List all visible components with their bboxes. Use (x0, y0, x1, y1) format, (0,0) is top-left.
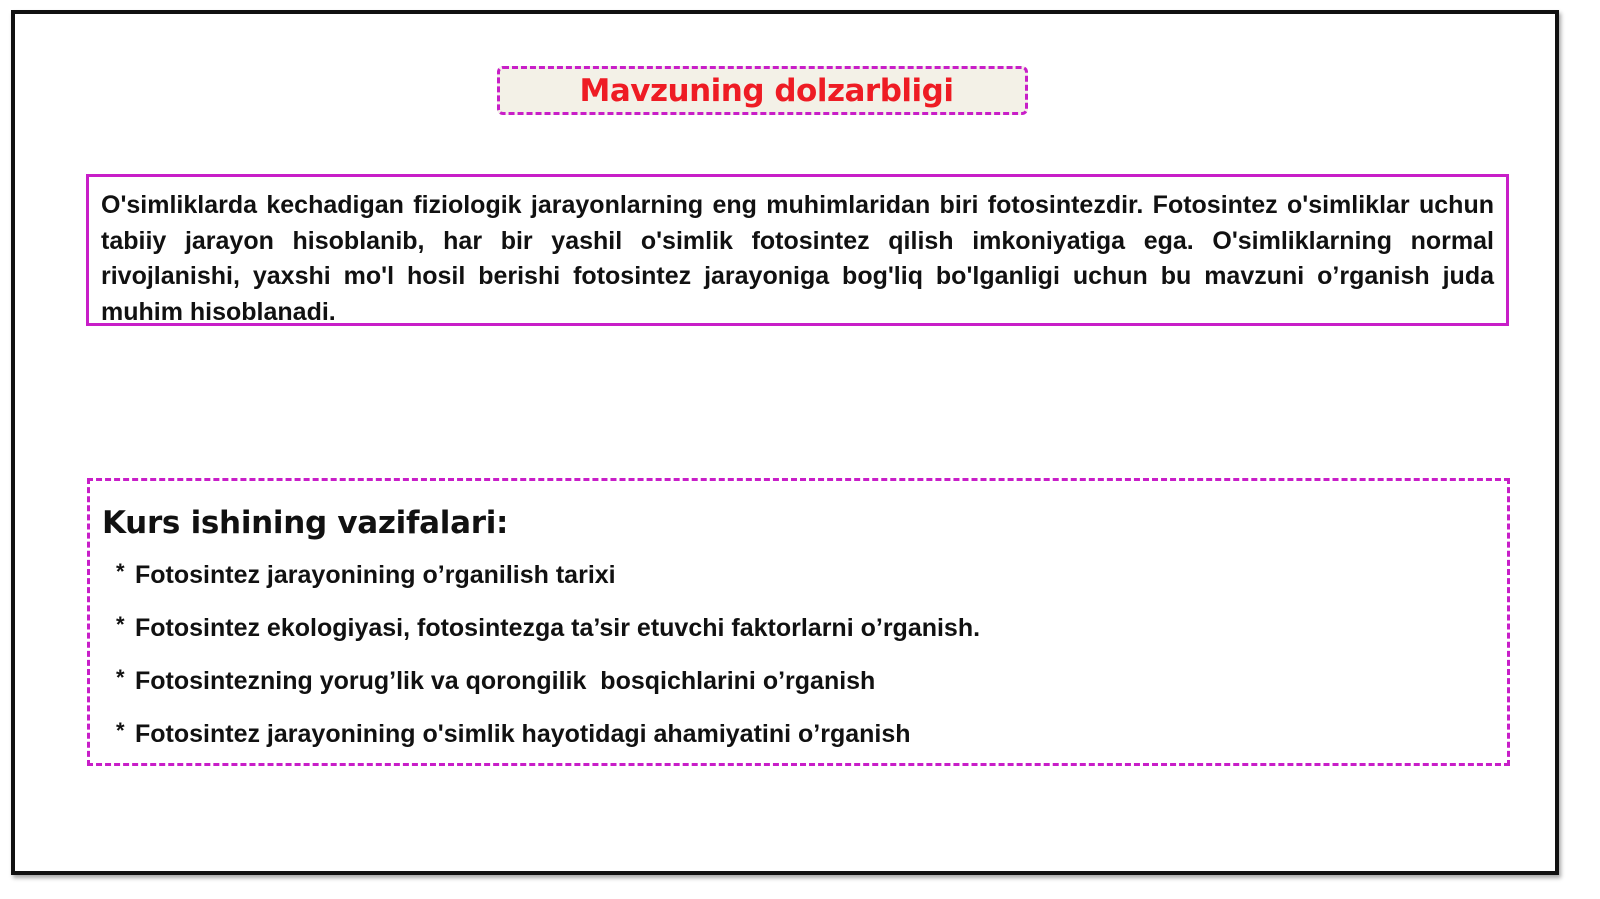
relevance-box (86, 174, 1509, 326)
asterisk-bullet-icon: * (116, 559, 125, 584)
list-item (116, 561, 980, 614)
task-text: Fotosintez ekologiyasi, fotosintezga ta’sir etuvchi faktorlarni o’rganish. (135, 614, 981, 642)
list-item (116, 614, 980, 667)
asterisk-bullet-icon: * (116, 718, 125, 743)
relevance-paragraph: O'simliklarda kechadigan fiziologik jarayonlarning eng muhimlaridan biri fotosintezdir. Fotosintez o'simliklar uchun tabiiy jarayon hisoblanib, har bir yashil o'simlik fotosintez qilish imkoniyatiga ega. O'simliklarning normal rivojlanishi, yaxshi mo'l hosil berishi fotosintez jarayoniga bog'liq bo'lganligi uchun bu mavzuni o’rganish juda muhim hisoblanadi. (101, 191, 1494, 326)
list-item (116, 720, 980, 773)
task-text: Fotosintez jarayonining o'simlik hayotidagi ahamiyatini o’rganish (135, 720, 911, 748)
slide-title: Mavzuning dolzarbligi (579, 72, 954, 109)
title-banner (497, 66, 1028, 115)
asterisk-bullet-icon: * (116, 665, 125, 690)
tasks-heading: Kurs ishining vazifalari: (102, 505, 509, 541)
tasks-box (87, 478, 1510, 766)
task-list (116, 561, 980, 773)
asterisk-bullet-icon: * (116, 612, 125, 637)
list-item (116, 667, 980, 720)
task-text: Fotosintez jarayonining o’rganilish tarixi (135, 561, 616, 589)
task-text: Fotosintezning yorug’lik va qorongilik bosqichlarini o’rganish (135, 667, 876, 695)
slide (11, 10, 1559, 875)
